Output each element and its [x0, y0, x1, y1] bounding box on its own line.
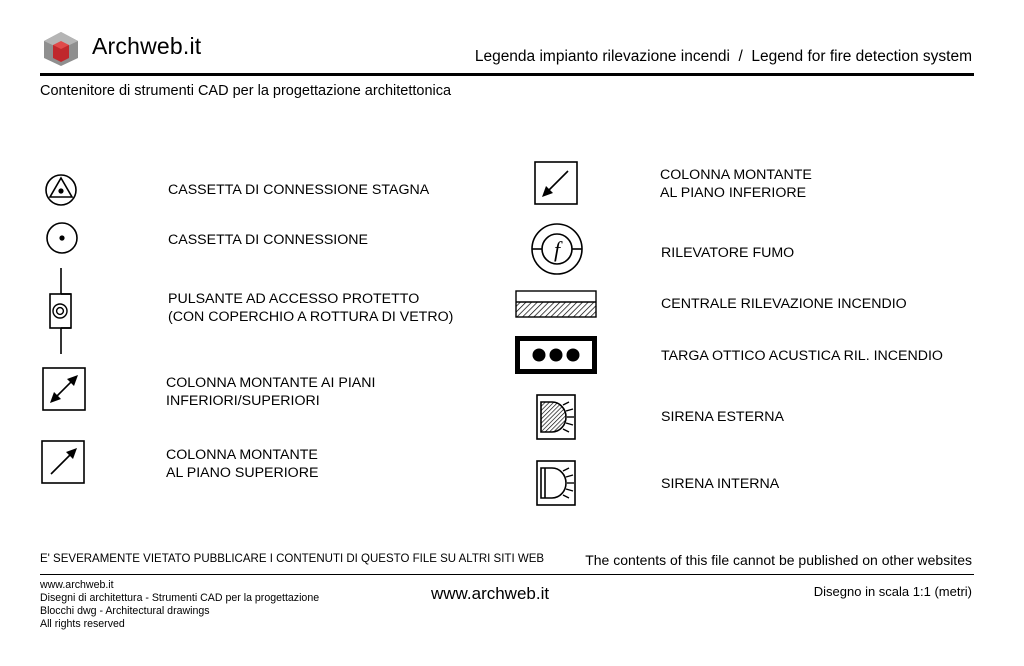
footer-info: www.archweb.it Disegni di architettura - Strumenti CAD per la progettazione Blocchi dwg - Architectural drawings All rights reserved — [40, 579, 320, 630]
legend-label-external-siren: SIRENA ESTERNA — [661, 409, 784, 425]
smoke-detector-icon — [529, 221, 585, 277]
legend-label-smoke-detector: RILEVATORE FUMO — [661, 245, 795, 261]
junction-box-icon — [45, 221, 79, 255]
archweb-logo-icon — [42, 31, 80, 67]
legend-label-junction-box: CASSETTA DI CONNESSIONE — [168, 232, 368, 248]
legend-label-fire-control-panel: CENTRALE RILEVAZIONE INCENDIO — [661, 296, 907, 312]
header-divider — [40, 73, 974, 76]
protected-pushbutton-icon — [46, 268, 76, 354]
page-subtitle: Contenitore di strumenti CAD per la progettazione architettonica — [40, 83, 452, 99]
brand-name: Archweb.it — [92, 33, 202, 59]
fire-control-panel-icon — [515, 290, 597, 318]
legend-label-watertight-junction-box: CASSETTA DI CONNESSIONE STAGNA — [168, 182, 430, 198]
page-title: Legenda impianto rilevazione incendi / Legend for fire detection system — [474, 48, 972, 65]
riser-up-down-icon — [42, 367, 86, 411]
legend-label-riser-up: COLONNA MONTANTE AL PIANO SUPERIORE — [166, 447, 319, 481]
legend-label-internal-siren: SIRENA INTERNA — [661, 476, 780, 492]
legend-label-optical-acoustic-sign: TARGA OTTICO ACUSTICA RIL. INCENDIO — [661, 348, 943, 364]
footer-website: www.archweb.it — [431, 584, 550, 603]
riser-down-icon — [534, 161, 578, 205]
footer-divider — [40, 574, 974, 575]
legend-label-protected-pushbutton: PULSANTE AD ACCESSO PROTETTO (CON COPERCHIO A ROTTURA DI VETRO) — [168, 291, 454, 325]
legend-label-riser-up-down: COLONNA MONTANTE AI PIANI INFERIORI/SUPERIORI — [166, 375, 376, 409]
drawing-scale: Disegno in scala 1:1 (metri) — [813, 584, 972, 599]
internal-siren-icon — [536, 460, 576, 506]
riser-up-icon — [41, 440, 85, 484]
copyright-notice-english: The contents of this file cannot be published on other websites — [585, 552, 972, 568]
legend-label-riser-down: COLONNA MONTANTE AL PIANO INFERIORE — [660, 167, 812, 201]
smoke-detector-glyph: f — [553, 237, 561, 262]
copyright-notice-italian: E' SEVERAMENTE VIETATO PUBBLICARE I CONTENUTI DI QUESTO FILE SU ALTRI SITI WEB — [40, 553, 545, 565]
optical-acoustic-sign-icon — [515, 336, 597, 374]
external-siren-icon — [536, 394, 576, 440]
watertight-junction-box-icon — [44, 173, 78, 207]
